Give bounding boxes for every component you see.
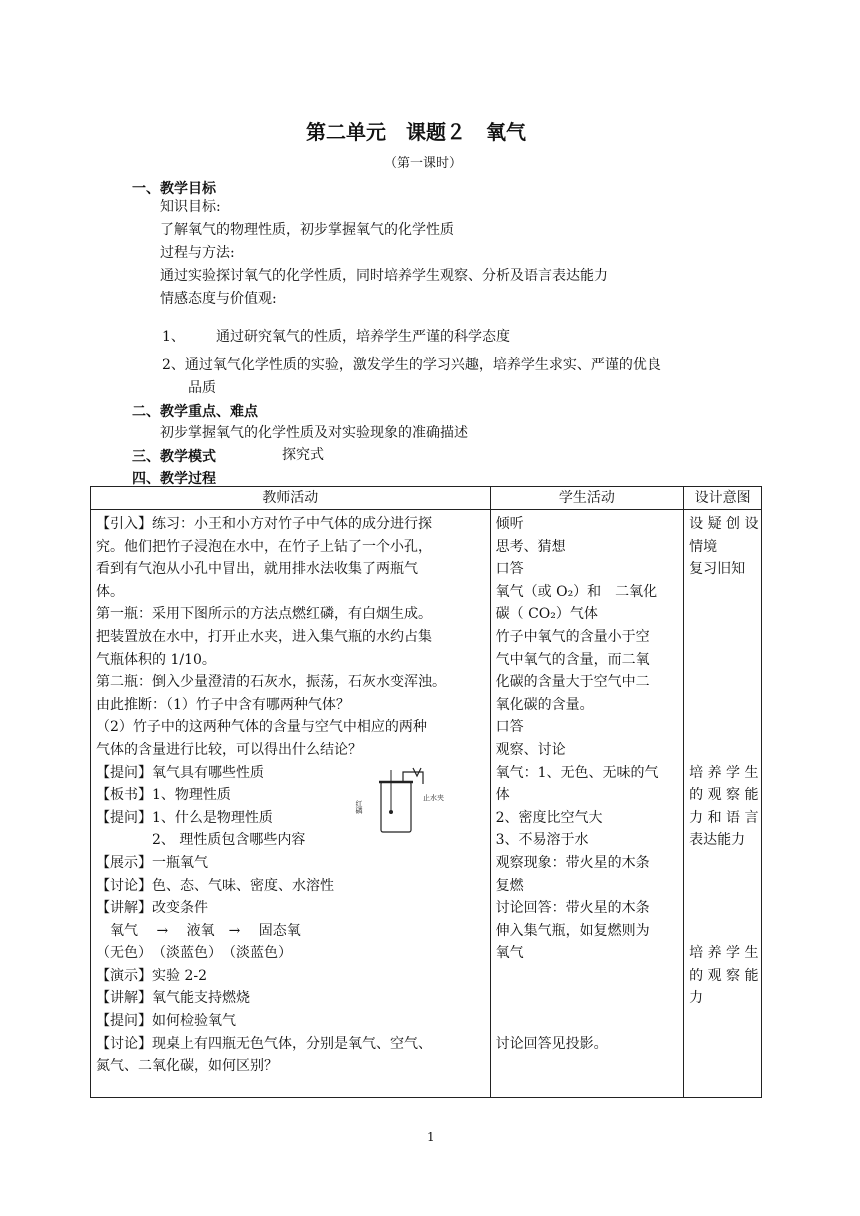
- student-activity-line: [496, 1010, 679, 1033]
- design-intent-line: 力 和 语 言: [689, 809, 759, 826]
- design-intent-line: 设 疑 创 设: [689, 516, 759, 532]
- header-design-intent: 设计意图: [684, 487, 762, 510]
- student-activity-line: 3、不易溶于水: [495, 832, 589, 849]
- section1-heading: 一、教学目标: [132, 181, 216, 197]
- teacher-activity-line: 看到有气泡从小孔中冒出，就用排水法收集了两瓶气: [96, 561, 418, 578]
- goal-item1-text: 通过研究氧气的性质，培养学生严谨的科学态度: [216, 329, 510, 345]
- teacher-activity-line: 气瓶体积的 1/10。: [96, 651, 216, 668]
- teacher-activity-line: 第二瓶：倒入少量澄清的石灰水，振荡，石灰水变浑浊。: [96, 674, 446, 691]
- section3-value: 探究式: [282, 447, 324, 463]
- student-activity-line: 讨论回答见投影。: [495, 1035, 608, 1052]
- page-title: 第二单元 课题２ 氧气: [306, 120, 526, 144]
- design-intent-line: [689, 649, 756, 672]
- student-activity-line: [496, 965, 679, 988]
- teacher-activity-line: 把装置放在水中，打开止水夹，进入集气瓶的水约占集: [96, 628, 432, 645]
- design-intent-line: [689, 626, 756, 649]
- design-intent-line: [689, 897, 756, 920]
- student-activity-line: 气中氧气的含量，而二氧: [495, 651, 650, 668]
- diagram-label-clamp: 止水夹: [423, 794, 444, 802]
- section2-heading: 二、教学重点、难点: [132, 404, 258, 420]
- design-intent-line: [689, 920, 756, 943]
- design-intent-cell: [684, 510, 762, 1098]
- design-intent-line: [689, 739, 756, 762]
- design-intent-line: [689, 671, 756, 694]
- student-activity-line: 复燃: [495, 877, 524, 894]
- goal-item1-number: 1、: [162, 329, 185, 345]
- design-intent-line: [689, 694, 756, 717]
- teacher-activity-line: 由此推断：（1）竹子中含有哪两种气体？: [96, 696, 350, 713]
- student-activity-line: 伸入集气瓶，如复燃则为: [495, 922, 650, 939]
- table-header-row: [91, 487, 762, 510]
- design-intent-line: 的 观 察 能: [689, 787, 759, 804]
- teacher-activity-line: 【演示】实验 2-2: [96, 967, 207, 984]
- process-label: 过程与方法:: [160, 245, 235, 261]
- teacher-activity-line: 【提问】氧气具有哪些性质: [96, 764, 264, 781]
- apparatus-diagram: [355, 766, 465, 836]
- gas-bottle: [381, 782, 411, 832]
- student-activity-line: 观察、讨论: [495, 741, 566, 758]
- page-subtitle: （第一课时）: [384, 156, 463, 171]
- student-activity-lines: [496, 513, 679, 1055]
- student-activity-line: 氧化碳的含量。: [495, 696, 594, 713]
- design-intent-line: 表达能力: [689, 832, 746, 849]
- process-text: 通过实验探讨氧气的化学性质，同时培养学生观察、分析及语言表达能力: [160, 268, 608, 284]
- student-activity-line: 讨论回答：带火星的木条: [495, 900, 650, 917]
- student-activity-line: 2、密度比空气大: [495, 809, 603, 826]
- phosphorus-dot: [389, 810, 393, 814]
- student-activity-line: 氧气: [495, 945, 524, 962]
- design-intent-lines: [689, 513, 759, 1010]
- header-teacher-activity: 教师活动: [91, 487, 491, 510]
- teacher-activity-line: 【提问】1、什么是物理性质: [96, 809, 273, 826]
- student-activity-line: 倾听: [495, 516, 524, 532]
- student-activity-line: 竹子中氧气的含量小于空: [495, 628, 650, 645]
- student-activity-line: 体: [495, 787, 510, 804]
- emotion-label: 情感态度与价值观:: [160, 291, 277, 307]
- teacher-activity-line: 2、 理性质包含哪些内容: [96, 832, 306, 849]
- design-intent-line: 培 养 学 生: [689, 764, 759, 781]
- student-activity-line: 碳（ CO₂）气体: [495, 606, 598, 623]
- teacher-activity-line: 【讨论】现桌上有四瓶无色气体，分别是氧气、空气、: [96, 1035, 432, 1052]
- teacher-activity-line: 体。: [96, 583, 124, 600]
- design-intent-line: [689, 581, 756, 604]
- teacher-activity-line: 氮气、二氧化碳，如何区别？: [96, 1058, 278, 1075]
- teacher-activity-line: 【讨论】色、态、气味、密度、水溶性: [96, 877, 334, 894]
- knowledge-text: 了解氧气的物理性质，初步掌握氧气的化学性质: [160, 222, 454, 238]
- student-activity-line: 观察现象：带火星的木条: [495, 854, 650, 871]
- knowledge-label: 知识目标:: [160, 199, 221, 215]
- teacher-activity-line: 第一瓶：采用下图所示的方法点燃红磷，有白烟生成。: [96, 606, 432, 623]
- teacher-activity-line: 氧气 → 液氧 → 固态氧: [96, 922, 301, 939]
- design-intent-line: [689, 716, 756, 739]
- diagram-label-phosphorus: 红磷: [355, 800, 363, 814]
- header-student-activity: 学生活动: [490, 487, 684, 510]
- section3-heading: 三、教学模式: [132, 449, 216, 465]
- design-intent-line: 复习旧知: [689, 561, 746, 578]
- teacher-activity-line: 【引入】练习：小王和小方对竹子中气体的成分进行探: [96, 516, 432, 532]
- student-activity-line: 思考、猜想: [495, 538, 566, 555]
- design-intent-line: [689, 875, 756, 898]
- goal-item2-line1: 2、通过氧气化学性质的实验，激发学生的学习兴趣，培养学生求实、严谨的优良: [162, 357, 661, 373]
- student-activity-line: 氧气（或 O₂）和 二氧化: [495, 583, 658, 600]
- teacher-activity-line: （2）竹子中的这两种气体的含量与空气中相应的两种: [96, 719, 427, 736]
- design-intent-line: 情境: [689, 538, 718, 555]
- teacher-activity-line: 【讲解】改变条件: [96, 900, 208, 917]
- student-activity-cell: [490, 510, 684, 1098]
- design-intent-line: 的 观 察 能: [689, 967, 759, 984]
- teacher-activity-line: 【提问】如何检验氧气: [96, 1013, 236, 1030]
- student-activity-line: 化碳的含量大于空气中二: [495, 674, 650, 691]
- student-activity-line: [496, 987, 679, 1010]
- student-activity-line: 口答: [495, 719, 524, 736]
- design-intent-line: 培 养 学 生: [689, 945, 759, 962]
- teacher-activity-line: 【讲解】氧气能支持燃烧: [96, 990, 250, 1007]
- teacher-activity-line: （无色） （淡蓝色） （淡蓝色）: [96, 945, 292, 962]
- student-activity-line: 口答: [495, 561, 524, 578]
- teacher-activity-line: 究。他们把竹子浸泡在水中，在竹子上钻了一个小孔，: [96, 538, 432, 555]
- teacher-activity-line: 【板书】1、物理性质: [96, 787, 231, 804]
- teacher-activity-line: 【展示】一瓶氧气: [96, 854, 208, 871]
- page-number: 1: [427, 1130, 435, 1144]
- student-activity-line: 氧气：1、无色、无味的气: [495, 764, 659, 781]
- design-intent-line: [689, 852, 756, 875]
- teacher-activity-line: 气体的含量进行比较，可以得出什么结论？: [96, 741, 362, 758]
- section4-heading: 四、教学过程: [132, 471, 216, 487]
- design-intent-line: [689, 603, 756, 626]
- goal-item2-line2: 品质: [188, 380, 216, 396]
- design-intent-line: 力: [689, 990, 704, 1007]
- section2-text: 初步掌握氧气的化学性质及对实验现象的准确描述: [160, 425, 468, 441]
